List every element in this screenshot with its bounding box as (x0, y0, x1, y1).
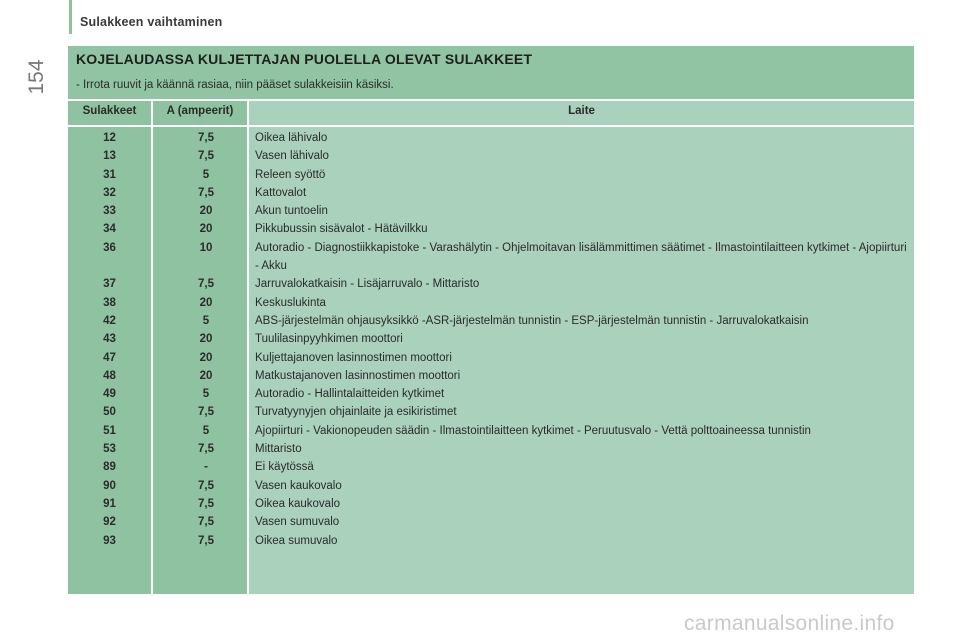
table-row (68, 239, 914, 276)
table-row (68, 202, 914, 220)
fuse-number: 90 (103, 479, 116, 492)
fuse-number: 89 (103, 461, 116, 474)
fuse-device: ABS-järjestelmän ohjausyksikkö -ASR-järjestelmän tunnistin - ESP-järjestelmän tunnistin - Jarruvalokatkaisin (255, 314, 809, 327)
header-top-line (68, 99, 914, 101)
fuse-amperage: 5 (202, 314, 210, 327)
header-bottom-line (68, 125, 914, 127)
fuse-device: Turvatyynyjen ohjainlaite ja esikiristimet (255, 406, 457, 419)
fuse-device: Mittaristo (255, 443, 302, 456)
fuse-amperage: 20 (199, 296, 213, 309)
fuse-number: 33 (103, 205, 116, 218)
fuse-number: 50 (103, 406, 116, 419)
fuse-amperage: 7,5 (198, 150, 214, 163)
fuse-amperage: 7,5 (198, 186, 214, 199)
fuse-table-box (68, 46, 914, 594)
header-device: Laite (568, 105, 595, 117)
fuse-amperage: 20 (199, 223, 213, 236)
table-row (68, 129, 914, 147)
fuse-amperage: 5 (202, 168, 210, 181)
fuse-amperage: 7,5 (198, 497, 214, 510)
fuse-amperage: - (204, 461, 208, 474)
fuse-number: 12 (103, 132, 116, 144)
fuse-amperage: 7,5 (198, 406, 214, 419)
table-row (68, 275, 914, 293)
fuse-number: 42 (103, 314, 116, 327)
fuse-number: 32 (103, 186, 116, 199)
fuse-amperage: 7,5 (198, 278, 214, 291)
fuse-amperage: 7,5 (198, 479, 214, 492)
fuse-device: Tuulilasinpyyhkimen moottori (255, 333, 403, 346)
fuse-amperage: 10 (199, 241, 213, 254)
table-row (68, 367, 914, 385)
fuse-number: 31 (103, 168, 116, 181)
header-fuses: Sulakkeet (82, 105, 137, 117)
fuse-amperage: 7,5 (198, 516, 214, 529)
fuse-device: Keskuslukinta (255, 296, 326, 309)
section-header: Sulakkeen vaihtaminen (80, 15, 223, 29)
table-row (68, 458, 914, 476)
fuse-device: Oikea sumuvalo (255, 534, 338, 547)
fuse-amperage: 20 (199, 205, 213, 218)
fuse-number: 93 (103, 534, 116, 547)
table-row (68, 294, 914, 312)
fuse-amperage: 20 (199, 333, 213, 346)
table-row (68, 147, 914, 165)
table-row (68, 330, 914, 348)
page-number-text: 154 (25, 59, 48, 95)
box-instruction: - Irrota ruuvit ja käännä rasiaa, niin pääset sulakkeisiin käsiksi. (76, 79, 394, 91)
fuse-number: 49 (103, 388, 116, 401)
section-accent-bar (69, 0, 72, 34)
fuse-number: 53 (103, 443, 116, 456)
fuse-number: 36 (103, 241, 116, 254)
fuse-amperage: 5 (202, 388, 210, 401)
table-row (68, 495, 914, 513)
fuse-device: Oikea lähivalo (255, 132, 328, 144)
fuse-amperage: 20 (199, 369, 213, 382)
table-row (68, 349, 914, 367)
fuse-number: 38 (103, 296, 116, 309)
table-row (68, 422, 914, 440)
fuse-device: Kattovalot (255, 186, 307, 199)
fuse-amperage: 7,5 (198, 132, 214, 144)
header-amps: A (ampeerit) (166, 105, 234, 117)
box-title: KOJELAUDASSA KULJETTAJAN PUOLELLA OLEVAT SULAKKEET (76, 51, 533, 67)
fuse-device: Oikea kaukovalo (255, 497, 341, 510)
fuse-amperage: 5 (202, 424, 210, 437)
fuse-number: 51 (103, 424, 116, 437)
page-number (22, 59, 52, 95)
table-row (68, 513, 914, 531)
fuse-device: Releen syöttö (255, 168, 326, 181)
table-row (68, 532, 914, 550)
fuse-amperage: 7,5 (198, 534, 214, 547)
fuse-device: Autoradio - Diagnostiikkapistoke - Varashälytin - Ohjelmoitavan lisälämmittimen säätimet - Ilmastointilaitteen kytkimet - Ajopiirturi - Akku (255, 241, 907, 273)
fuse-device: Akun tuntoelin (255, 205, 328, 218)
fuse-amperage: 20 (199, 351, 213, 364)
fuse-device: Kuljettajanoven lasinnostimen moottori (255, 351, 452, 364)
fuse-amperage: 7,5 (198, 443, 214, 456)
table-row (68, 220, 914, 238)
fuse-table-body (68, 129, 914, 550)
fuse-number: 37 (103, 278, 116, 291)
fuse-number: 34 (103, 223, 116, 236)
fuse-number: 43 (103, 333, 116, 346)
watermark: carmanualsonline.info (684, 612, 895, 635)
table-row (68, 166, 914, 184)
fuse-device: Jarruvalokatkaisin - Lisäjarruvalo - Mittaristo (255, 278, 480, 291)
fuse-number: 91 (103, 497, 116, 510)
fuse-device: Ei käytössä (255, 461, 314, 474)
table-row (68, 440, 914, 458)
fuse-device: Vasen sumuvalo (255, 516, 340, 529)
fuse-device: Vasen lähivalo (255, 150, 329, 163)
table-row (68, 385, 914, 403)
fuse-device: Ajopiirturi - Vakionopeuden säädin - Ilmastointilaitteen kytkimet - Peruutusvalo - Vettä polttoaineessa tunnistin (255, 424, 811, 437)
fuse-number: 92 (103, 516, 116, 529)
fuse-device: Vasen kaukovalo (255, 479, 342, 492)
fuse-number: 13 (103, 150, 116, 163)
fuse-device: Pikkubussin sisävalot - Hätävilkku (255, 223, 428, 236)
fuse-device: Matkustajanoven lasinnostimen moottori (255, 369, 461, 382)
fuse-number: 48 (103, 369, 116, 382)
box-header (68, 46, 914, 99)
table-row (68, 477, 914, 495)
table-row (68, 312, 914, 330)
table-row (68, 403, 914, 421)
table-row (68, 184, 914, 202)
fuse-device: Autoradio - Hallintalaitteiden kytkimet (255, 388, 445, 401)
fuse-number: 47 (103, 351, 116, 364)
